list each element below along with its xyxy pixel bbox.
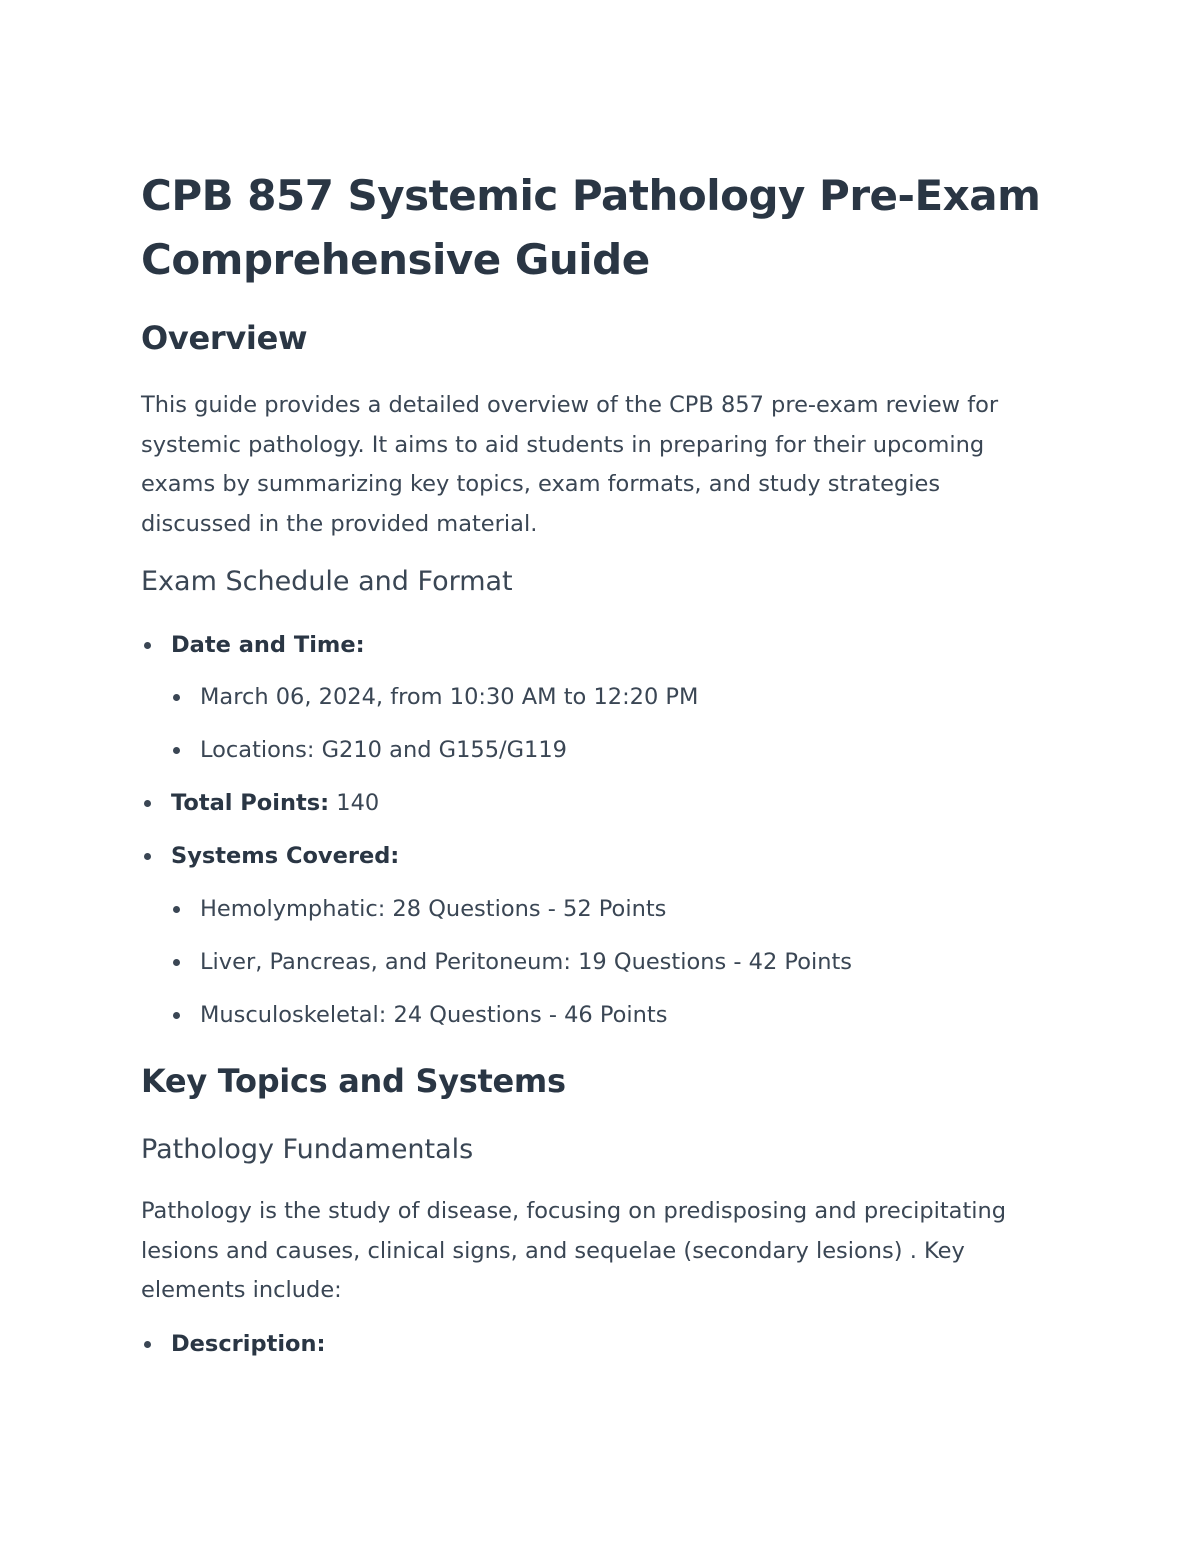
key-topics-heading: Key Topics and Systems xyxy=(141,1062,566,1100)
date-time-label: Date and Time: xyxy=(171,632,365,658)
total-points-label: Total Points: xyxy=(171,790,330,816)
list-item-date-value xyxy=(141,682,1100,712)
pathology-fundamentals-paragraph: Pathology is the study of disease, focusing on predisposing and precipitating lesions and causes, clinical signs, and sequelae (secondary lesions) . Key elements include: xyxy=(141,1198,1007,1303)
total-points-value: 140 xyxy=(329,790,380,816)
overview-heading: Overview xyxy=(141,319,308,357)
systems-covered-label: Systems Covered: xyxy=(171,843,400,869)
system-musculoskeletal: Musculoskeletal: 24 Questions - 46 Points xyxy=(200,1002,668,1028)
list-item-date-time xyxy=(141,630,1071,660)
exam-schedule-heading: Exam Schedule and Format xyxy=(141,566,513,597)
locations-value: Locations: G210 and G155/G119 xyxy=(200,737,567,763)
list-item-description xyxy=(141,1329,1071,1359)
system-hemolymphatic: Hemolymphatic: 28 Questions - 52 Points xyxy=(200,896,667,922)
overview-paragraph: This guide provides a detailed overview of the CPB 857 pre-exam review for systemic pathology. It aims to aid students in preparing for their upcoming exams by summarizing key topics, exam formats, and study strategies discussed in the provided material. xyxy=(141,392,999,537)
list-item-system xyxy=(141,1000,1100,1030)
pathology-fundamentals-heading: Pathology Fundamentals xyxy=(141,1134,474,1165)
list-item-total-points xyxy=(141,788,1071,818)
date-time-value: March 06, 2024, from 10:30 AM to 12:20 PM xyxy=(200,684,699,710)
list-item-systems-covered xyxy=(141,841,1071,871)
list-item-system xyxy=(141,947,1100,977)
page-title: CPB 857 Systemic Pathology Pre-Exam Comprehensive Guide xyxy=(141,171,1041,284)
system-liver-pancreas-peritoneum: Liver, Pancreas, and Peritoneum: 19 Questions - 42 Points xyxy=(200,949,853,975)
list-item-system xyxy=(141,894,1100,924)
description-label: Description: xyxy=(171,1331,326,1357)
list-item-locations xyxy=(141,735,1100,765)
